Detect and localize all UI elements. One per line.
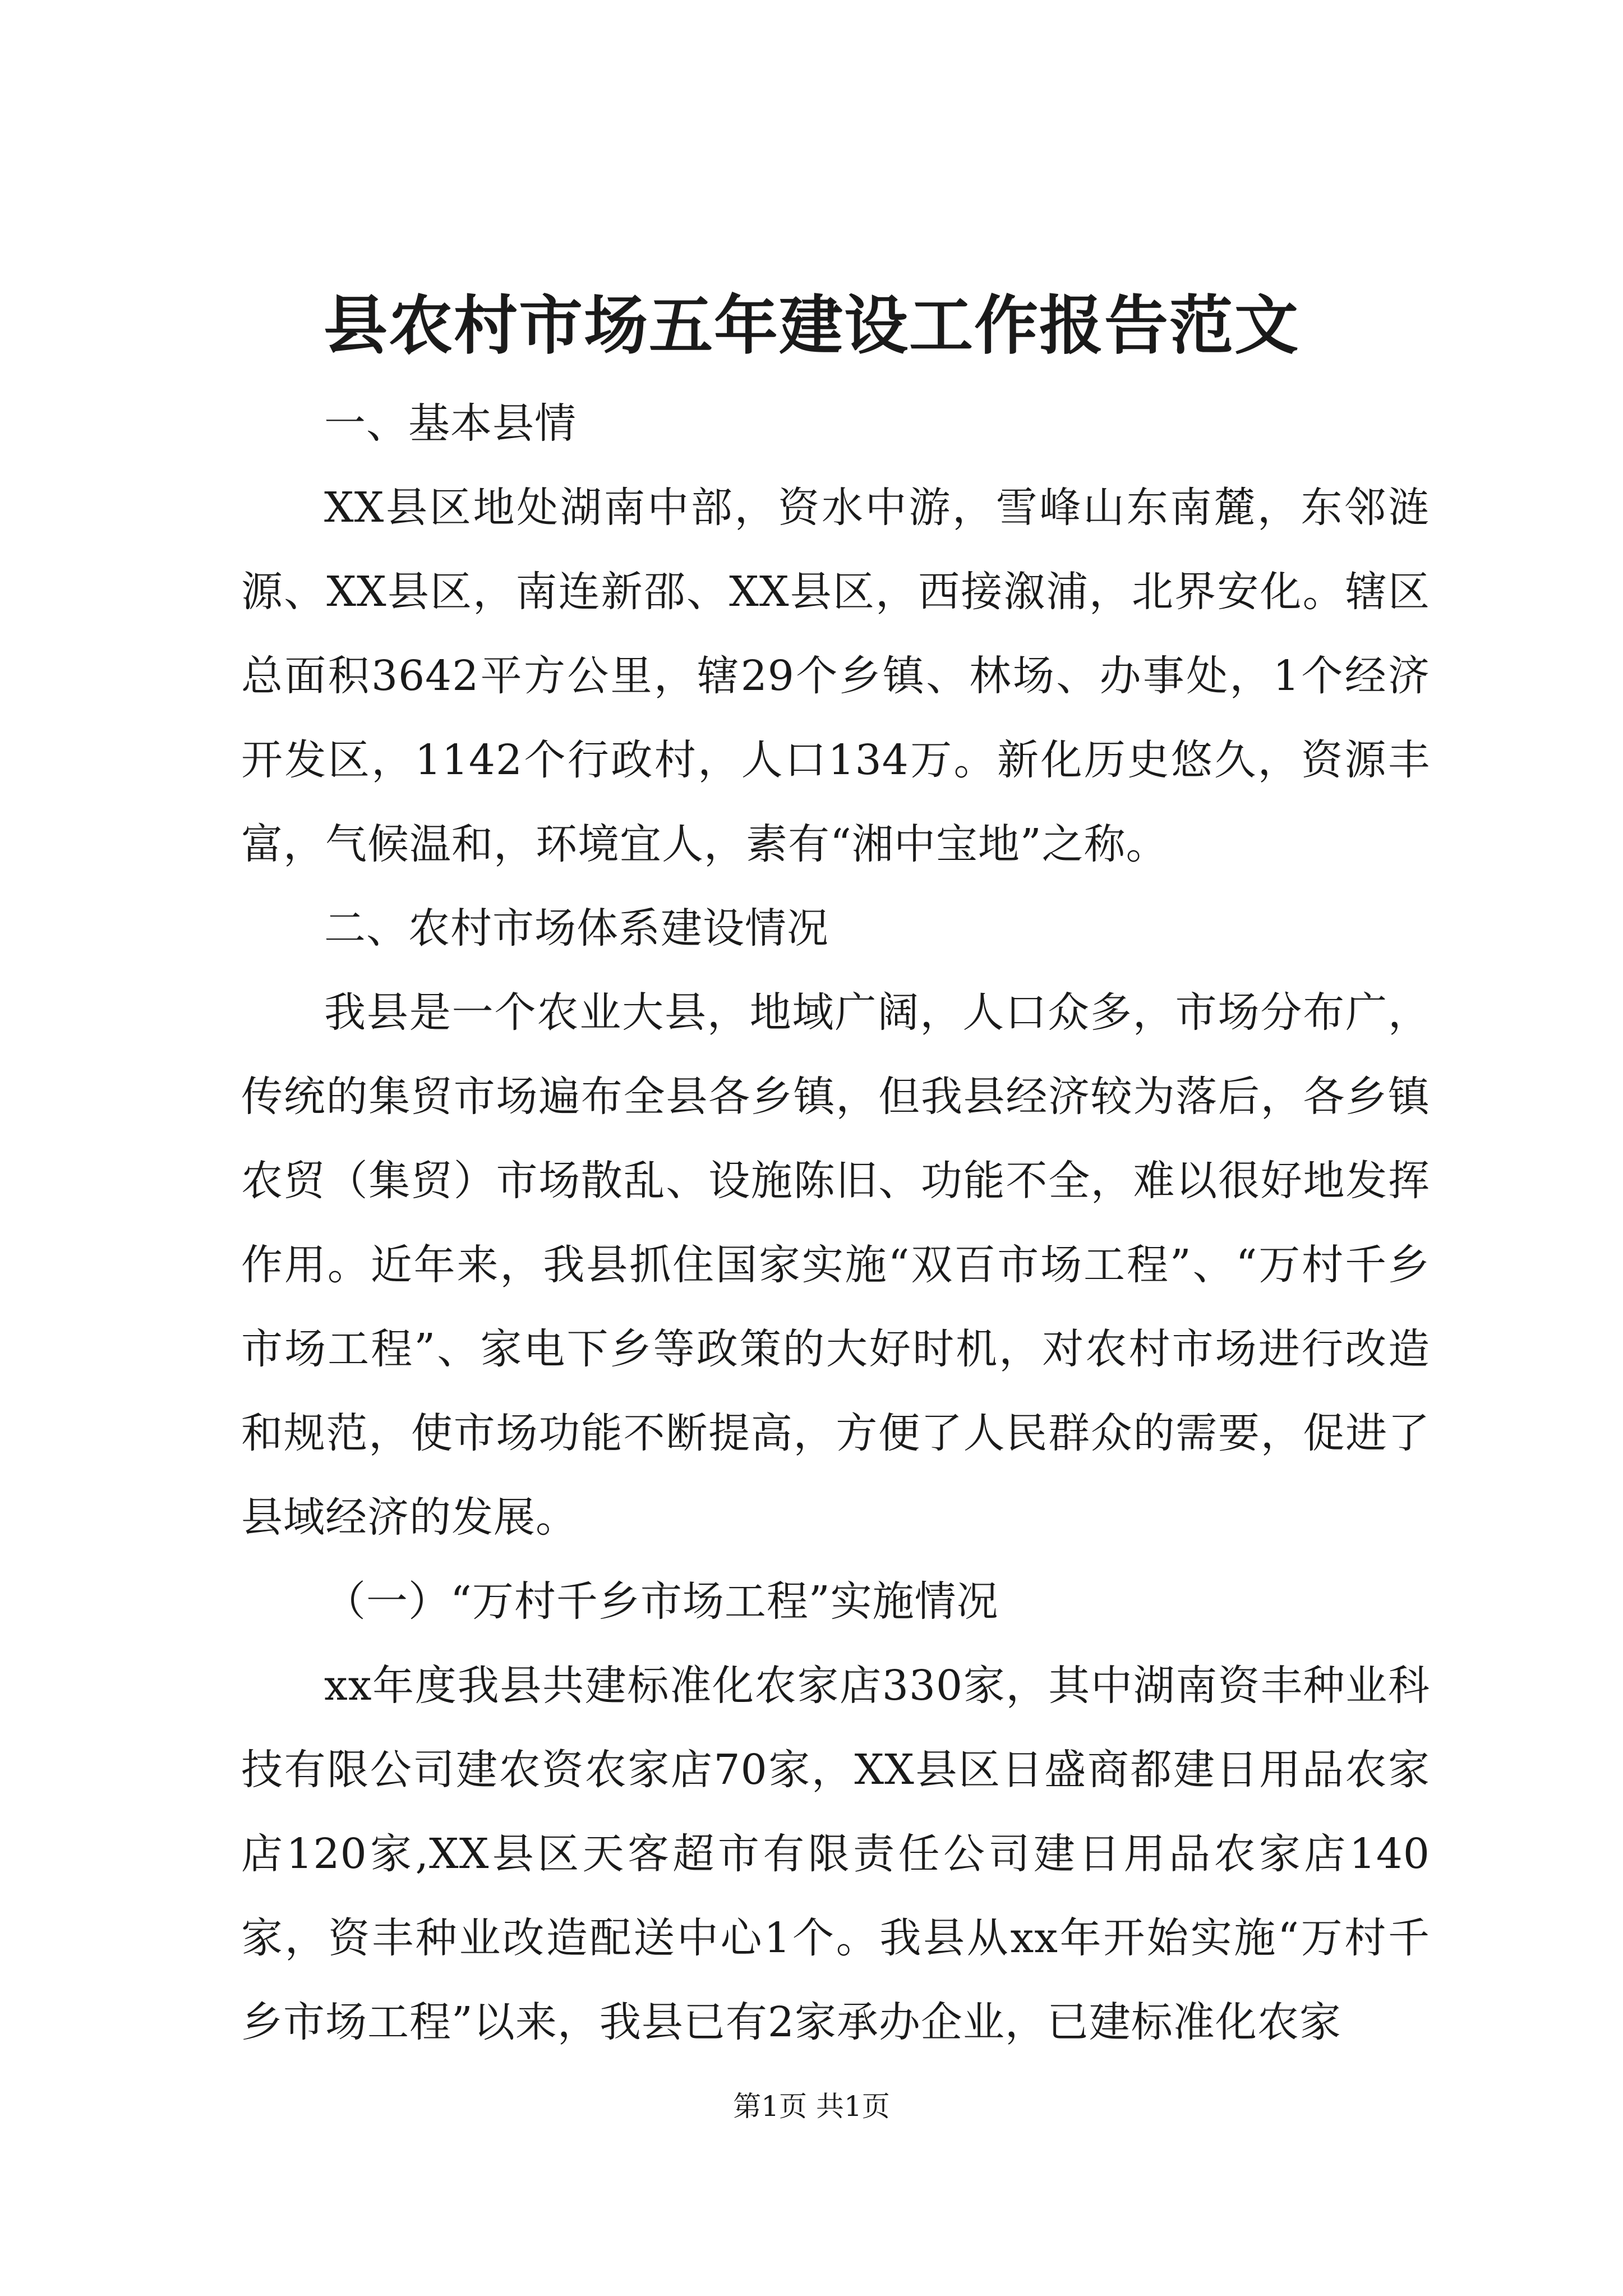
- document-body: [241, 381, 1430, 2064]
- subsection-heading-village-project: （一）“万村千乡市场工程”实施情况: [324, 1577, 999, 1626]
- page-footer: [0, 2087, 1623, 2126]
- paragraph-market-system: 我县是一个农业大县，地域广阔，人口众多，市场分布广，传统的集贸市场遍布全县各乡镇，但我县经济较为落后，各乡镇农贸（集贸）市场散乱、设施陈旧、功能不全，难以很好地发挥作用。近年来，我县抓住国家实施“双百市场工程”、“万村千乡市场工程”、家电下乡等政策的大好时机，对农村市场进行改造和规范，使市场功能不断提高，方便了人民群众的需要，促进了县域经济的发展。: [241, 988, 1430, 1542]
- paragraph-county-overview: XX县区地处湖南中部，资水中游，雪峰山东南麓，东邻涟源、XX县区，南连新邵、XX县区，西接溆浦，北界安化。辖区总面积3642平方公里，辖29个乡镇、林场、办事处，1个经济开发区，1142个行政村，人口134万。新化历史悠久，资源丰富，气候温和，环境宜人，素有“湘中宝地”之称。: [241, 484, 1430, 868]
- section-heading-basic-info: 一、基本县情: [324, 399, 577, 448]
- page-number: 第1页 共1页: [733, 2090, 890, 2123]
- paragraph-village-project: xx年度我县共建标准化农家店330家，其中湖南资丰种业科技有限公司建农资农家店70家，XX县区日盛商都建日用品农家店120家,XX县区天客超市有限责任公司建日用品农家店140家，资丰种业改造配送中心1个。我县从xx年开始实施“万村千乡市场工程”以来，我县已有2家承办企业，已建标准化农家: [241, 1662, 1430, 2046]
- document-title: 县农村市场五年建设工作报告范文: [323, 288, 1299, 363]
- section-heading-market-system: 二、农村市场体系建设情况: [324, 904, 829, 953]
